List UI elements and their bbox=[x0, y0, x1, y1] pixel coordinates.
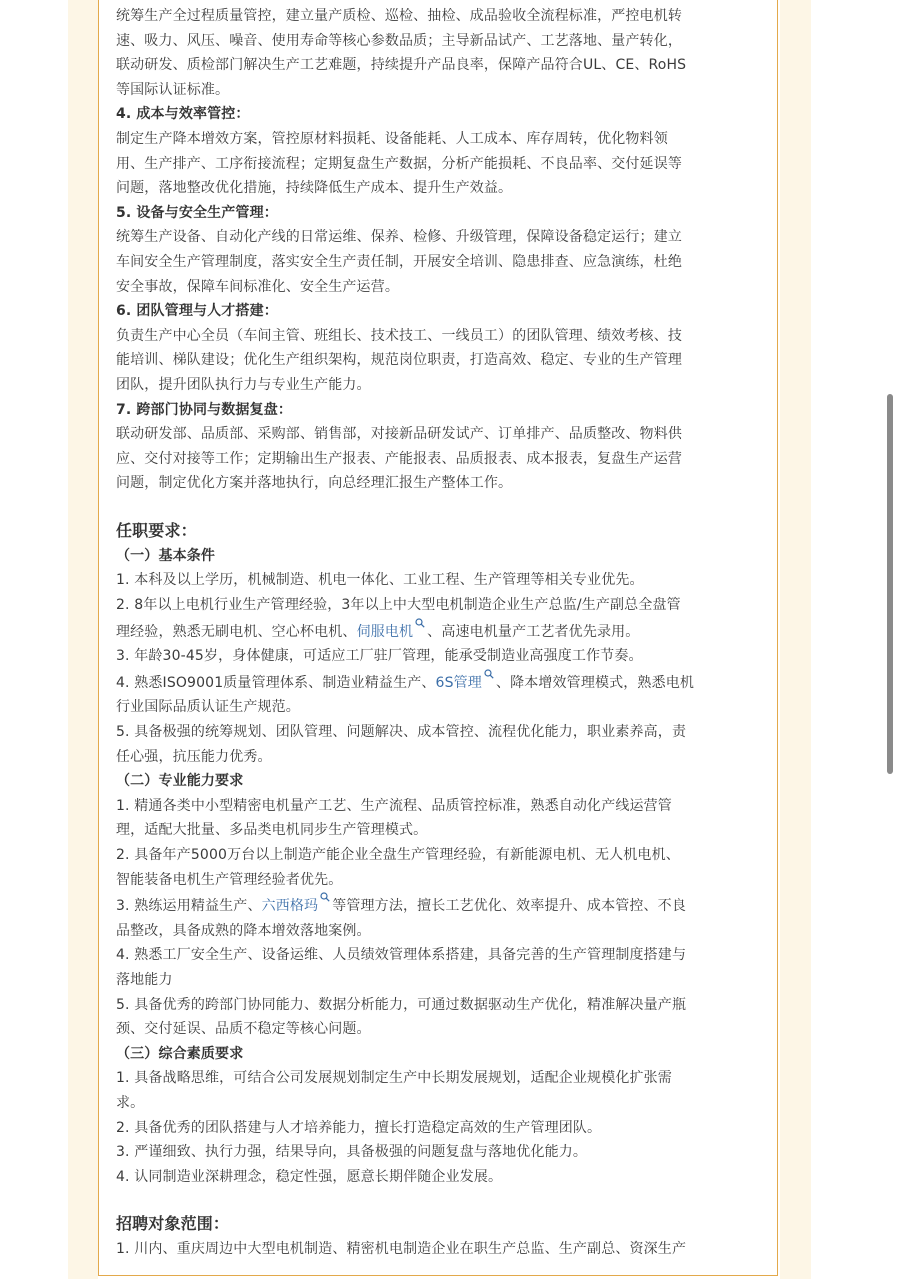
requirements-title: 任职要求： bbox=[116, 520, 197, 540]
six-sigma-link[interactable]: 六西格玛 bbox=[261, 898, 319, 915]
text-fragment: 理经验，熟悉无刷电机、空心杯电机、 bbox=[116, 623, 357, 640]
text-line: 1. 精通各类中小型精密电机量产工艺、生产流程、品质管控标准，熟悉自动化产线运营管 bbox=[116, 797, 672, 814]
duty-heading: 5. 设备与安全生产管理： bbox=[116, 204, 278, 221]
vertical-scrollbar[interactable] bbox=[887, 394, 893, 774]
search-icon[interactable] bbox=[484, 669, 494, 679]
text-line: 问题，落地整改优化措施，持续降低生产成本、提升生产效益。 bbox=[116, 180, 513, 197]
text-line: 品整改，具备成熟的降本增效落地案例。 bbox=[116, 922, 371, 939]
text-line: 5. 具备极强的统筹规划、团队管理、问题解决、成本管控、流程优化能力，职业素养高，责 bbox=[116, 724, 687, 741]
text-line: 1. 具备战略思维，可结合公司发展规划制定生产中长期发展规划，适配企业规模化扩张需 bbox=[116, 1070, 672, 1087]
duty-heading: 4. 成本与效率管控： bbox=[116, 106, 250, 123]
6s-management-link[interactable]: 6S管理 bbox=[435, 674, 482, 691]
duty-heading: 6. 团队管理与人才搭建： bbox=[116, 303, 278, 320]
subsection-heading: （一）基本条件 bbox=[116, 547, 216, 564]
comprehensive-requirements bbox=[116, 1042, 764, 1190]
duty-equipment-safety bbox=[116, 201, 764, 299]
text-line: 落地能力 bbox=[116, 971, 173, 988]
servo-motor-link[interactable]: 伺服电机 bbox=[356, 623, 414, 640]
text-fragment: 3. 熟练运用精益生产、 bbox=[116, 898, 262, 915]
text-line: 2. 具备年产5000万台以上制造产能企业全盘生产管理经验，有新能源电机、无人机电机、 bbox=[116, 847, 680, 863]
text-line: 1. 川内、重庆周边中大型电机制造、精密机电制造企业在职生产总监、生产副总、资深生产 bbox=[116, 1241, 687, 1258]
search-icon[interactable] bbox=[320, 892, 330, 902]
text-line bbox=[116, 669, 764, 696]
text-line: 行业国际品质认证生产规范。 bbox=[116, 699, 300, 716]
text-line: 联动研发部、品质部、采购部、销售部，对接新品研发试产、订单排产、品质整改、物料供 bbox=[116, 426, 682, 443]
text-fragment: 、降本增效管理模式，熟悉电机 bbox=[495, 674, 695, 691]
text-line: 速、吸力、风压、噪音、使用寿命等核心参数品质；主导新品试产、工艺落地、量产转化， bbox=[116, 32, 682, 49]
text-line: 2. 具备优秀的团队搭建与人才培养能力，擅长打造稳定高效的生产管理团队。 bbox=[116, 1119, 602, 1136]
text-line: 统筹生产全过程质量管控，建立量产质检、巡检、抽检、成品验收全流程标准，严控电机转 bbox=[116, 8, 682, 24]
text-line: 车间安全生产管理制度，落实安全生产责任制，开展安全培训、隐患排查、应急演练，杜绝 bbox=[116, 253, 682, 270]
job-description bbox=[116, 4, 764, 1262]
text-line: 求。 bbox=[116, 1094, 145, 1111]
text-line: 联动研发、质检部门解决生产工艺难题，持续提升产品良率，保障产品符合UL、CE、RoHS bbox=[116, 57, 687, 74]
text-line: 安全事故，保障车间标准化、安全生产运营。 bbox=[116, 278, 399, 295]
text-line: 颈、交付延误、品质不稳定等核心问题。 bbox=[116, 1021, 371, 1038]
text-line: 4. 熟悉工厂安全生产、设备运维、人员绩效管理体系搭建，具备完善的生产管理制度搭建与 bbox=[116, 947, 687, 964]
subsection-heading: （二）专业能力要求 bbox=[116, 773, 244, 790]
text-line: 3. 年龄30-45岁，身体健康，可适应工厂驻厂管理，能承受制造业高强度工作节奏。 bbox=[116, 648, 643, 665]
left-gutter bbox=[68, 0, 98, 1279]
text-line: 用、生产排产、工序衔接流程；定期复盘生产数据，分析产能损耗、不良品率、交付延误等 bbox=[116, 155, 682, 172]
text-line: 团队，提升团队执行力与专业生产能力。 bbox=[116, 376, 371, 393]
quality-control-section bbox=[116, 4, 764, 102]
text-line: 问题，制定优化方案并落地执行，向总经理汇报生产整体工作。 bbox=[116, 475, 513, 492]
text-line: 能培训、梯队建设；优化生产组织架构，规范岗位职责，打造高效、稳定、专业的生产管理 bbox=[116, 352, 682, 369]
text-line: 应、交付对接等工作；定期输出生产报表、产能报表、品质报表、成本报表，复盘生产运营 bbox=[116, 450, 682, 467]
duty-cost-efficiency bbox=[116, 102, 764, 200]
text-line: 任心强，抗压能力优秀。 bbox=[116, 748, 272, 765]
right-gutter bbox=[780, 0, 811, 1279]
basic-conditions bbox=[116, 544, 764, 769]
duty-heading: 7. 跨部门协同与数据复盘： bbox=[116, 401, 293, 418]
text-line bbox=[116, 618, 764, 645]
text-line bbox=[116, 892, 764, 919]
text-line: 等国际认证标准。 bbox=[116, 81, 230, 98]
text-fragment: 等管理方法，擅长工艺优化、效率提升、成本管控、不良 bbox=[332, 898, 686, 915]
duty-cross-department bbox=[116, 398, 764, 496]
text-line: 5. 具备优秀的跨部门协同能力、数据分析能力，可通过数据驱动生产优化，精准解决量产瓶 bbox=[116, 996, 687, 1013]
text-line: 负责生产中心全员（车间主管、班组长、技术技工、一线员工）的团队管理、绩效考核、技 bbox=[116, 327, 682, 344]
duty-team-management bbox=[116, 299, 764, 397]
text-line: 1. 本科及以上学历，机械制造、机电一体化、工业工程、生产管理等相关专业优先。 bbox=[116, 572, 644, 589]
text-line: 4. 认同制造业深耕理念，稳定性强，愿意长期伴随企业发展。 bbox=[116, 1168, 503, 1185]
text-line: 制定生产降本增效方案，管控原材料损耗、设备能耗、人工成本、库存周转，优化物料领 bbox=[116, 130, 668, 147]
text-line: 统筹生产设备、自动化产线的日常运维、保养、检修、升级管理，保障设备稳定运行；建立 bbox=[116, 229, 682, 246]
text-fragment: 4. 熟悉ISO9001质量管理体系、制造业精益生产、 bbox=[116, 674, 436, 691]
text-line: 2. 8年以上电机行业生产管理经验，3年以上中大型电机制造企业生产总监/生产副总全盘管 bbox=[116, 597, 681, 614]
professional-requirements bbox=[116, 769, 764, 1042]
search-icon[interactable] bbox=[415, 618, 425, 628]
text-line: 智能装备电机生产管理经验者优先。 bbox=[116, 871, 343, 888]
text-line: 理，适配大批量、多品类电机同步生产管理模式。 bbox=[116, 822, 428, 839]
subsection-heading: （三）综合素质要求 bbox=[116, 1045, 244, 1062]
recruitment-title: 招聘对象范围： bbox=[116, 1214, 230, 1234]
text-line: 3. 严谨细致、执行力强，结果导向，具备极强的问题复盘与落地优化能力。 bbox=[116, 1144, 588, 1161]
text-fragment: 、高速电机量产工艺者优先录用。 bbox=[427, 623, 640, 640]
